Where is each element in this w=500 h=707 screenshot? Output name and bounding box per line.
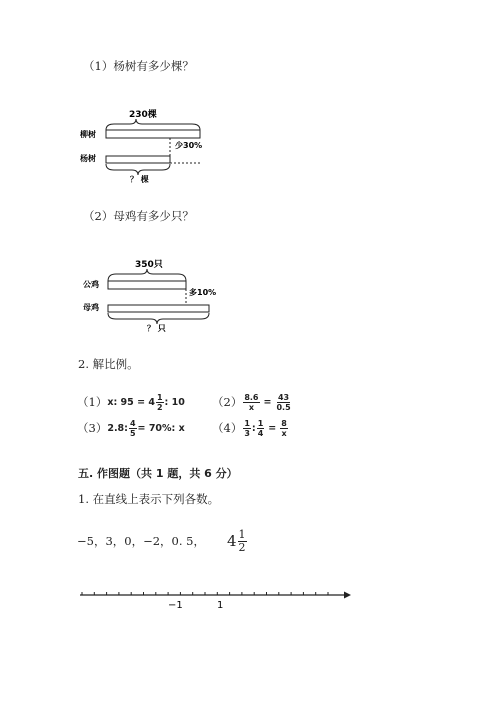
bar-diagram-chickens bbox=[75, 253, 225, 338]
fraction: $\frac{43}{0.5}$ bbox=[276, 392, 291, 412]
equals-sign: = bbox=[263, 396, 272, 408]
numbers-list: −5，3，0，−2，0. 5， bbox=[77, 534, 205, 548]
bar-diagram-trees bbox=[70, 100, 220, 185]
item-number: （1） bbox=[77, 395, 108, 409]
item-number: （2） bbox=[212, 395, 243, 409]
tick-label-neg1: −1 bbox=[168, 600, 183, 611]
equals-sign: = bbox=[268, 422, 277, 434]
hen-bar bbox=[108, 305, 209, 312]
proportion-item-3 bbox=[77, 418, 185, 438]
tick-label-1: 1 bbox=[217, 600, 224, 611]
equation-part: = 70%: x bbox=[137, 422, 185, 434]
item-number: （4） bbox=[212, 421, 243, 435]
proportion-item-1 bbox=[77, 392, 185, 412]
colon: : bbox=[251, 422, 256, 434]
equation-part: x: 95 = 4 bbox=[107, 396, 155, 408]
top-brace bbox=[108, 269, 186, 281]
bottom-brace bbox=[106, 164, 170, 175]
drawing-question-1: 1. 在直线上表示下列各数。 bbox=[78, 492, 220, 506]
diagram-top-label: 350只 bbox=[135, 260, 163, 270]
number-line-ticks bbox=[82, 592, 328, 595]
question-2-label: （2）母鸡有多少只？ bbox=[83, 209, 194, 223]
fraction: $\frac{1}{4}$ bbox=[257, 418, 264, 438]
section-heading: 五. 作图题（共 1 题，共 6 分） bbox=[78, 467, 238, 480]
rooster-bar bbox=[108, 281, 186, 289]
question-1-label: （1）杨树有多少棵？ bbox=[83, 59, 194, 73]
diff-label: 少30% bbox=[175, 141, 203, 150]
fraction: $\frac{8.6}{x}$ bbox=[244, 392, 259, 412]
diagram-top-label: 230棵 bbox=[129, 110, 157, 120]
fraction: $\frac{4}{5}$ bbox=[129, 418, 136, 438]
number-line bbox=[78, 585, 353, 615]
mixed-number-fraction: $\frac{1}{2}$ bbox=[238, 527, 246, 554]
arrow-head-icon bbox=[344, 592, 351, 599]
row-label-poplar: 杨树 bbox=[80, 154, 96, 163]
numbers-to-plot bbox=[77, 527, 247, 555]
fraction: $\frac{1}{3}$ bbox=[244, 418, 250, 438]
diff-label: 多10% bbox=[189, 288, 217, 297]
mixed-number-whole: 4 bbox=[226, 532, 237, 550]
proportion-item-4 bbox=[212, 418, 289, 438]
equation-part: 2.8: bbox=[107, 422, 128, 434]
proportion-title: 2. 解比例。 bbox=[78, 357, 139, 371]
row-label-rooster: 公鸡 bbox=[83, 280, 99, 289]
fraction: $\frac{8}{x}$ bbox=[281, 418, 287, 438]
fraction: $\frac{1}{2}$ bbox=[156, 392, 163, 412]
equation-part: : 10 bbox=[164, 396, 185, 408]
bottom-brace bbox=[108, 313, 209, 324]
poplar-bar bbox=[106, 156, 170, 163]
item-number: （3） bbox=[77, 421, 108, 435]
row-label-willow: 柳树 bbox=[80, 130, 96, 139]
unknown-label: ？ 棵 bbox=[130, 175, 149, 184]
unknown-label: ？ 只 bbox=[147, 324, 166, 333]
top-brace bbox=[106, 119, 200, 130]
proportion-item-2 bbox=[212, 392, 293, 412]
willow-bar bbox=[106, 130, 200, 138]
row-label-hen: 母鸡 bbox=[83, 303, 99, 312]
